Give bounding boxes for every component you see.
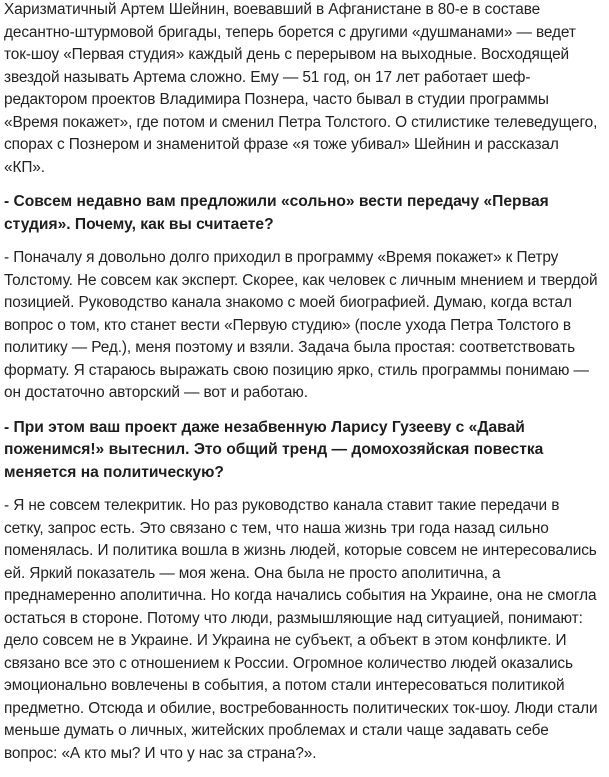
article-body — [4, 0, 602, 765]
intro-paragraph: Харизматичный Артем Шейнин, воевавший в Афганистане в 80-е в составе десантно-штурмовой бригады, теперь борется с другими «душманами» — ведет ток-шоу «Первая студия» каждый день с перерывом на выходные. Восходящей звездой называть Артема сложно. Ему — 51 год, он 17 лет работает шеф-редактором проектов Владимира Познера, часто бывал в студии программы «Время покажет», где потом и сменил Петра Толстого. О стилистике телеведущего, спорах с Познером и знаменитой фразе «я тоже убивал» Шейнин и рассказал «КП». — [4, 1, 598, 176]
answer-2: - Я не совсем телекритик. Но раз руководство канала ставит такие передачи в сетку, запрос есть. Это связано с тем, что наша жизнь три года назад сильно поменялась. И политика вошла в жизнь людей, которые совсем не интересовались ей. Яркий показатель — моя жена. Она была не просто аполитична, а преднамеренно аполитична. Но когда начались события на Украине, она не смогла остаться в стороне. Потому что люди, размышляющие над ситуацией, понимают: дело совсем не в Украине. И Украина не субъект, а объект в этом конфликте. И связано все это с отношением к России. Огромное количество людей оказались эмоционально вовлечены в события, а потом стали интересоваться политикой предметно. Отсюда и обилие, востребованность политических ток-шоу. Люди стали меньше думать о личных, житейских проблемах и стали чаще задавать себе вопрос: «А кто мы? И что у нас за страна?». — [4, 497, 598, 762]
question-1: - Совсем недавно вам предложили «сольно» вести передачу «Первая студия». Почему, как вы считаете? — [4, 193, 549, 233]
question-2: - При этом ваш проект даже незабвенную Ларису Гузееву с «Давай поженимся!» вытеснил. Это общий тренд — домохозяйская повестка меняется на политическую? — [4, 418, 544, 481]
answer-1: - Поначалу я довольно долго приходил в программу «Время покажет» к Петру Толстому. Не совсем как эксперт. Скорее, как человек с личным мнением и твердой позицией. Руководство канала знакомо с моей биографией. Думаю, когда встал вопрос о том, кто станет вести «Первую студию» (после ухода Петра Толстого в политику — Ред.), меня поэтому и взяли. Задача была простая: соответствовать формату. Я стараюсь выражать свою позицию ярко, стиль программы понимаю — он достаточно авторский — вот и работаю. — [4, 249, 598, 401]
